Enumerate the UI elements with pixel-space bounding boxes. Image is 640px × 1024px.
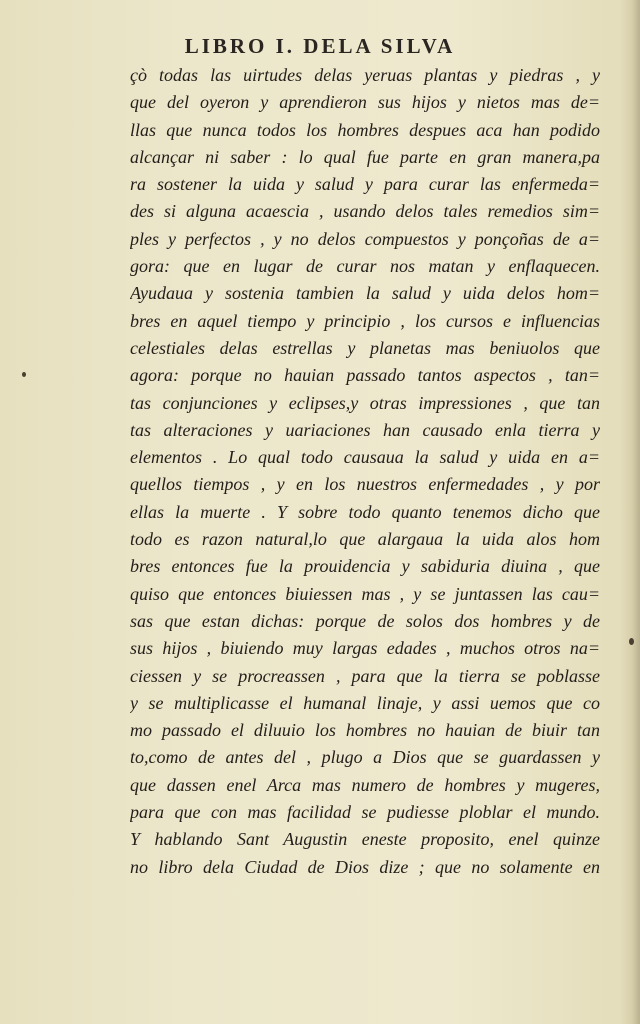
text-line: bres en aquel tiempo y principio , los cursos e influencias	[130, 310, 600, 331]
ink-speck	[22, 372, 26, 377]
text-line: no libro dela Ciudad de Dios dize ; que no solamente en	[130, 856, 600, 877]
text-line: ciessen y se procreassen , para que la tierra se poblasse	[130, 665, 600, 686]
text-line: ellas la muerte . Y sobre todo quanto tenemos dicho que	[130, 501, 600, 522]
text-line: agora: porque no hauian passado tantos aspectos , tan=	[130, 365, 600, 386]
running-head: LIBRO I. DELA SILVA	[184, 34, 456, 58]
text-line: Y hablando Sant Augustin eneste proposito, enel quinze	[130, 829, 600, 850]
text-line: ra sostener la uida y salud y para curar las enfermeda=	[130, 174, 600, 195]
text-line: gora: que en lugar de curar nos matan y enflaquecen.	[130, 256, 600, 277]
text-line: elementos . Lo qual todo causaua la salud y uida en a=	[130, 447, 600, 468]
text-line: to,como de antes del , plugo a Dios que se guardassen y	[130, 747, 600, 768]
text-line: sus hijos , biuiendo muy largas edades , muchos otros na=	[130, 638, 600, 659]
text-line: quiso que entonces biuiessen mas , y se juntassen las cau=	[130, 583, 600, 604]
text-line: bres entonces fue la prouidencia y sabiduria diuina , que	[130, 556, 600, 577]
text-line: tas conjunciones y eclipses,y otras impressiones , que tan	[130, 392, 600, 413]
text-line: mo passado el diluuio los hombres no hauian de biuir tan	[130, 720, 600, 741]
text-line: celestiales delas estrellas y planetas mas beniuolos que	[130, 337, 600, 358]
text-line: ples y perfectos , y no delos compuestos y ponçoñas de a=	[130, 228, 600, 249]
text-line: tas alteraciones y uariaciones han causado enla tierra y	[130, 419, 600, 440]
text-line: para que con mas facilidad se pudiesse ploblar el mundo.	[130, 802, 600, 823]
body-text	[130, 62, 600, 881]
text-line: que dassen enel Arca mas numero de hombres y mugeres,	[130, 774, 600, 795]
text-line: çò todas las uirtudes delas yeruas plantas y piedras , y	[130, 65, 600, 85]
text-line: todo es razon natural,lo que alargaua la uida alos hom	[130, 529, 600, 550]
page-edge-shadow	[620, 0, 640, 1024]
text-line: Ayudaua y sostenia tambien la salud y uida delos hom=	[130, 283, 600, 304]
ink-speck	[629, 638, 634, 645]
text-line: alcançar ni saber : lo qual fue parte en gran manera,pa	[130, 146, 600, 167]
text-line: y se multiplicasse el humanal linaje, y assi uemos que co	[130, 692, 600, 713]
text-line: des si alguna acaescia , usando delos tales remedios sim=	[130, 201, 600, 222]
text-line: quellos tiempos , y en los nuestros enfermedades , y por	[130, 474, 600, 495]
text-line: que del oyeron y aprendieron sus hijos y nietos mas de=	[130, 92, 600, 113]
text-line: sas que estan dichas: porque de solos dos hombres y de	[130, 610, 600, 631]
text-line: llas que nunca todos los hombres despues aca han podido	[130, 119, 600, 140]
